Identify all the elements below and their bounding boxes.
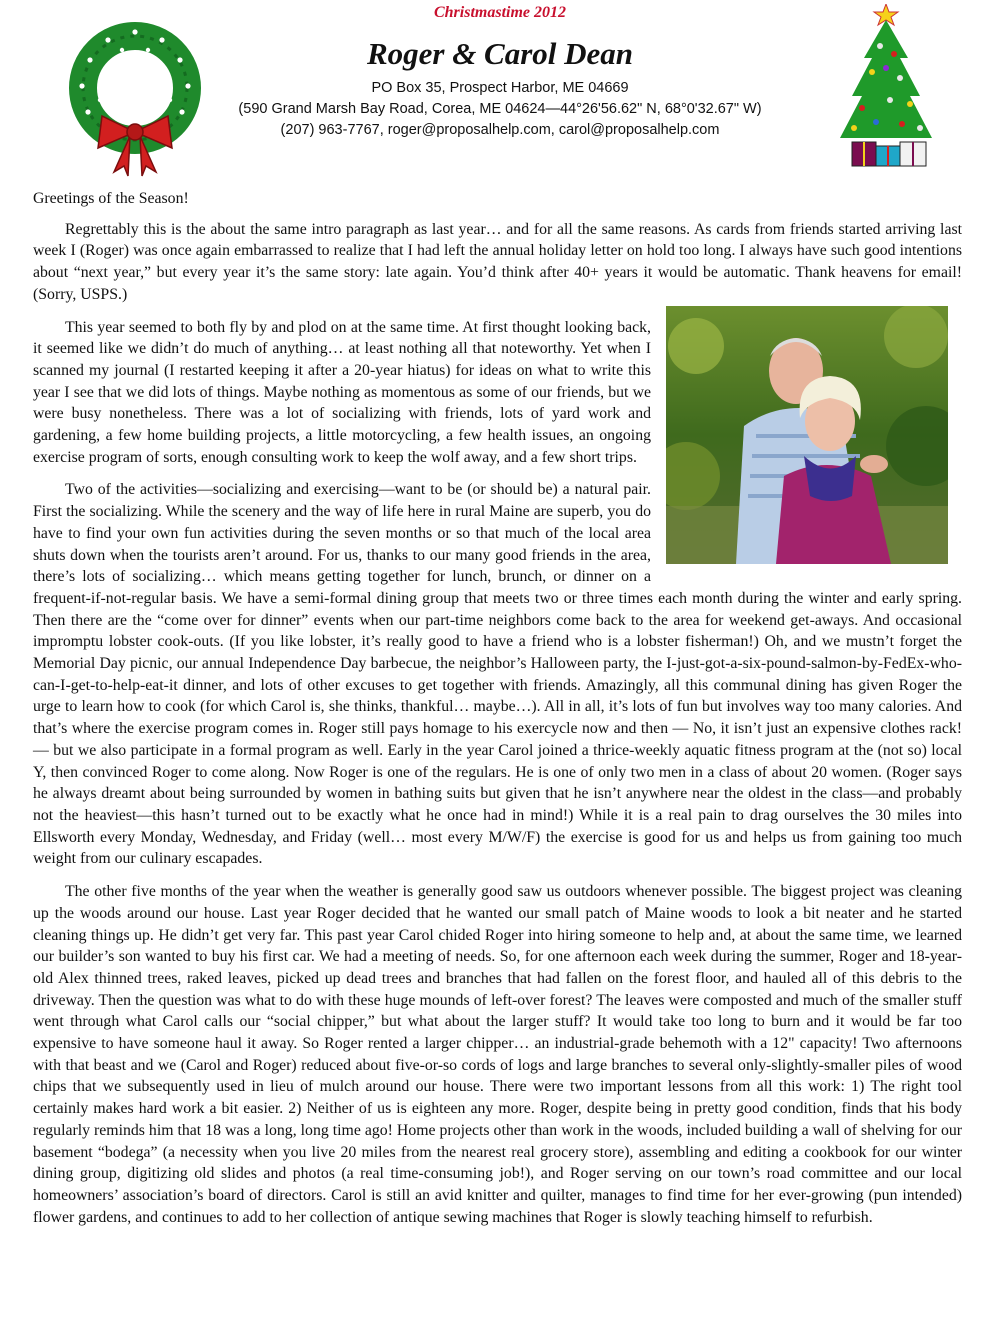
photo-placeholder bbox=[657, 317, 962, 585]
letter-title: Roger & Carol Dean bbox=[366, 36, 634, 71]
greeting: Greetings of the Season! bbox=[33, 190, 189, 207]
letter-body bbox=[33, 188, 962, 1239]
paragraph-socializing: Two of the activities—socializing and exercising—want to be (or should be) a natural pair. First the socializing. While the scenery and the way of life here in rural Maine are superb, you do have to find your own fun activities during the seven months or so that much of the local area shuts down when the tourists aren’t around. For us, thanks to our many good friends in the area, there’s lots of socializing… which means getting together for lunch, brunch, or dinner on a frequent-if-not-regular basis. We have a semi-formal dining group that meets two or three times each month during the winter and early spring. Then there are the “come over for dinner” events when our part-time neighbors come back to the area for weekend get-aways. And occasional impromptu lobster cook-outs. (If you like lobster, it’s really good to have a friend who is a lobster fisherman!) Oh, and we mustn’t forget the Memorial Day picnic, our annual Independence Day barbecue, the neighbor’s Halloween party, the I-just-got-a-six-pound-salmon-by-FedEx-who-can-I-get-to-help-eat-it dinner, and lots of other excuses to get together with friends. Amazingly, all this communal dining has given Roger the urge to learn how to cook (for which Carol is, she thinks, thankful… maybe…). All in all, it’s lots of fun but involves way too many calories. And that’s where the exercise program comes in. Roger still pays homage to his exercycle now and then — No, it isn’t just an expensive clothes rack! — but we also participate in a formal program as well. Early in the year Carol joined a thrice-weekly aquatic fitness program at the (not so) local Y, then convinced Roger to come along. Now Roger is one of the regulars. He is one of only two men in a class of about 20 women. (Roger says he always dreamt about being surrounded by women in bathing suits but given that he isn’t anywhere near the oldest in the class—and probably not the heaviest—this hasn’t turned out to be exactly what he once had in mind!) While it is a real pain to drag ourselves the 30 miles into Ellsworth every Monday, Wednesday, and Friday (well… most every M/W/F) the exercise is good for us and helps us from gaining too much weight from our culinary escapades. bbox=[33, 481, 962, 868]
contact-line: (207) 963-7767, roger@proposalhelp.com, carol@proposalhelp.com bbox=[280, 122, 720, 138]
street-address: (590 Grand Marsh Bay Road, Corea, ME 04624—44°26'56.62" N, 68°0'32.67" W) bbox=[238, 101, 762, 117]
letter-tagline: Christmastime 2012 bbox=[433, 4, 567, 21]
wreath-icon bbox=[64, 20, 206, 178]
paragraph-intro: Regrettably this is the about the same intro paragraph as last year… and for all the same reasons. As cards from friends started arriving last week I (Roger) was once again embarrassed to realize that I had left the annual holiday letter on hold too long. I always have such good intentions about “next year,” but every year it’s the same story: late again. You’d think after 40+ years it would be automatic. Thank heavens for email! (Sorry, USPS.) bbox=[33, 220, 962, 303]
paragraph-year-summary: This year seemed to both fly by and plod on at the same time. At first thought looking back, it seemed like we didn’t do much of anything… at least nothing all that noteworthy. Yet when I scanned my journal (I restarted keeping it after a 20-year hiatus) for ideas on what to write this year I see that we did lots of things. Maybe nothing as momentous as some of our friends, but we were busy nonetheless. There was a lot of socializing with friends, lots of yard work and gardening, a few home building projects, a little motorcycling, a few health issues, an ongoing exercise program of sorts, enough consulting work to keep the wolf away, and a few short trips. bbox=[33, 318, 651, 466]
christmas-tree-icon bbox=[840, 4, 940, 169]
po-box-address: PO Box 35, Prospect Harbor, ME 04669 bbox=[371, 80, 629, 96]
paragraph-outdoors: The other five months of the year when the weather is generally good saw us outdoors whenever possible. The biggest project was cleaning up the woods around our house. Last year Roger decided that he wanted our small patch of Maine woods to look a bit neater and he started cleaning things up. He didn’t get very far. This past year Carol chided Roger into hiring someone to help and, at about the same time, we learned our builder’s son wanted to buy his first car. We had a meeting of needs. So, for one afternoon each week during the summer, Roger and 18-year-old Alex thinned trees, raked leaves, picked up dead trees and branches that had fallen on the forest floor, and hauled all of this debris to the driveway. Then the question was what to do with these huge mounds of left-over forest? The leaves were composted and much of the smaller stuff went through what Carol calls our “social chipper,” but what about the larger stuff? It would take too long to burn and it would be far too expensive to have someone haul it away. So Roger rented a larger chipper… an industrial-grade behemoth with a 12" capacity! Two afternoons with that beast and we (Carol and Roger) reduced about five-or-so cords of logs and large branches to several only-slightly-smaller piles of wood chips that we subsequently used in lieu of mulch around our house. There were two important lessons from all this work: 1) The right tool certainly makes hard work a bit easier. 2) Neither of us is eighteen any more. Roger, despite being in pretty good condition, finds that his body regularly reminds him that 18 was a long, long time ago! Home projects other than work in the woods, included building a wall of shelving for our basement “bodega” (a necessity when you live 20 miles from the nearest real grocery store), assembling and editing a cookbook for our winter dining group, digitizing old slides and photos (a real time-consuming job!), and Roger serving on our town’s road committee and our local homeowners’ association’s board of directors. Carol is still an avid knitter and quilter, manages to find time for her ever-growing (pun intended) flower gardens, and continues to add to her collection of antique sewing machines that Roger is slowly teaching himself to refurbish. bbox=[33, 883, 962, 1226]
